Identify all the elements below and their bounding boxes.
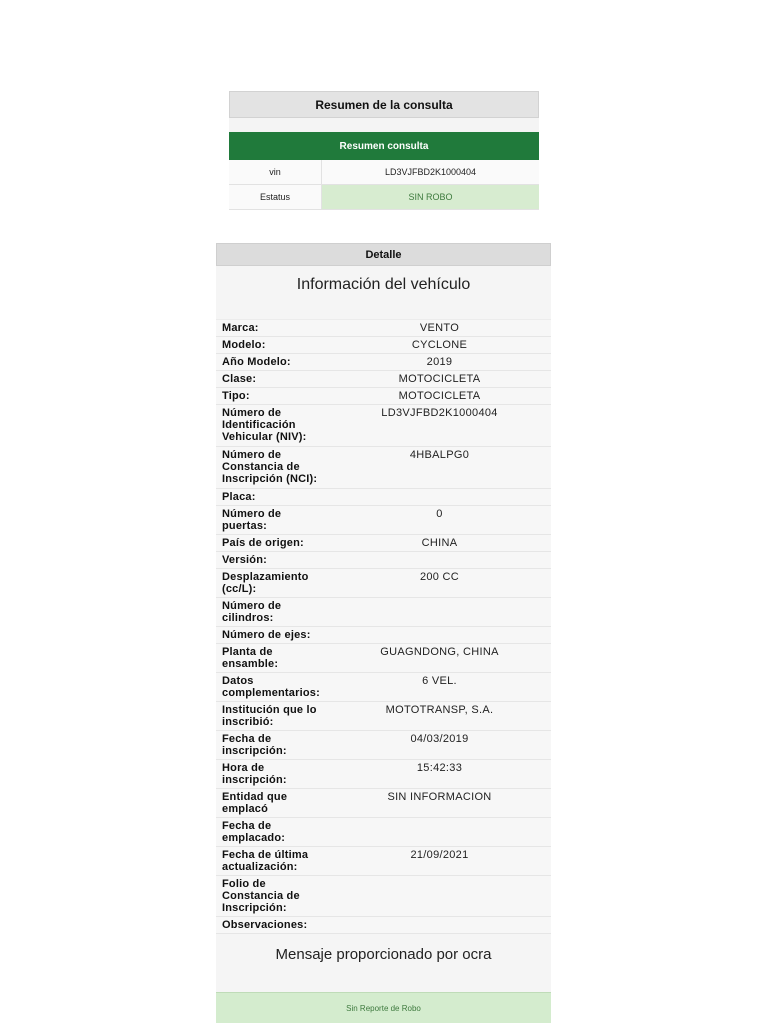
vehicle-field-label: Clase:	[222, 373, 257, 385]
vehicle-field-row	[216, 789, 551, 818]
vehicle-field-label: Placa:	[222, 491, 256, 503]
vehicle-field-label: Hora de inscripción:	[222, 762, 287, 786]
vehicle-field-row	[216, 569, 551, 598]
vehicle-field-row	[216, 627, 551, 644]
vehicle-field-row	[216, 847, 551, 876]
summary-label-status: Estatus	[229, 185, 322, 209]
vehicle-field-row	[216, 388, 551, 405]
detail-spacer	[216, 304, 551, 320]
detail-header: Detalle	[216, 243, 551, 266]
vehicle-field-value	[328, 627, 551, 643]
vehicle-field-value: MOTOCICLETA	[398, 373, 481, 385]
vehicle-field-value: VENTO	[419, 322, 460, 334]
summary-header: Resumen de la consulta	[229, 91, 539, 118]
detail-panel	[216, 243, 551, 1023]
vehicle-field-label: Desplazamiento (cc/L):	[222, 571, 309, 595]
vehicle-field-label: Número de puertas:	[222, 508, 282, 532]
vehicle-field-value	[328, 552, 551, 568]
vehicle-fields-list	[216, 320, 551, 934]
summary-row-status	[229, 185, 539, 210]
vehicle-field-row	[216, 371, 551, 388]
vehicle-field-row	[216, 760, 551, 789]
vehicle-field-value: 21/09/2021	[410, 849, 469, 861]
vehicle-field-row	[216, 917, 551, 934]
summary-label-vin: vin	[229, 160, 322, 184]
message-spacer	[216, 974, 551, 992]
summary-bar-title: Resumen consulta	[229, 132, 539, 160]
vehicle-field-row	[216, 447, 551, 489]
ocra-message: Mensaje proporcionado por ocra	[275, 945, 492, 963]
vehicle-field-row	[216, 506, 551, 535]
vehicle-field-row	[216, 818, 551, 847]
summary-panel	[229, 91, 539, 210]
vehicle-field-label: Planta de ensamble:	[222, 646, 279, 670]
vehicle-field-label: Modelo:	[222, 339, 266, 351]
vehicle-field-row	[216, 489, 551, 506]
vehicle-field-value: 200 CC	[419, 571, 460, 583]
vehicle-field-label: Fecha de última actualización:	[222, 849, 309, 873]
vehicle-field-label: Observaciones:	[222, 919, 308, 931]
vehicle-field-value: 4HBALPG0	[409, 449, 470, 461]
vehicle-field-label: Fecha de emplacado:	[222, 820, 286, 844]
vehicle-field-row	[216, 876, 551, 917]
vehicle-field-value: GUAGNDONG, CHINA	[380, 646, 499, 658]
vehicle-field-value: 2019	[426, 356, 453, 368]
vehicle-field-row	[216, 673, 551, 702]
vehicle-field-row	[216, 598, 551, 627]
vehicle-field-label: Número de Constancia de Inscripción (NCI):	[222, 449, 318, 485]
vehicle-field-value	[328, 818, 551, 846]
vehicle-field-row	[216, 405, 551, 447]
summary-row-vin	[229, 160, 539, 185]
vehicle-field-label: Número de cilindros:	[222, 600, 282, 624]
vehicle-field-label: Institución que lo inscribió:	[222, 704, 317, 728]
vehicle-field-label: Versión:	[222, 554, 268, 566]
vehicle-field-value: 15:42:33	[416, 762, 463, 774]
vehicle-field-label: Número de ejes:	[222, 629, 311, 641]
vehicle-field-value	[328, 598, 551, 626]
vehicle-field-label: Número de Identificación Vehicular (NIV):	[222, 407, 307, 443]
vehicle-field-label: Año Modelo:	[222, 356, 291, 368]
vehicle-field-value	[328, 917, 551, 933]
vehicle-field-label: Tipo:	[222, 390, 250, 402]
vehicle-field-value: SIN INFORMACION	[387, 791, 492, 803]
vehicle-field-row	[216, 644, 551, 673]
vehicle-field-label: Entidad que emplacó	[222, 791, 288, 815]
robbery-report-status: Sin Reporte de Robo	[216, 992, 551, 1023]
vehicle-field-value: MOTOCICLETA	[398, 390, 481, 402]
vehicle-field-row	[216, 320, 551, 337]
vehicle-field-row	[216, 552, 551, 569]
vehicle-field-value: 6 VEL.	[422, 675, 457, 687]
vehicle-field-row	[216, 337, 551, 354]
vehicle-field-label: Marca:	[222, 322, 259, 334]
vehicle-field-row	[216, 354, 551, 371]
vehicle-field-value	[328, 876, 551, 916]
vehicle-info-title: Información del vehículo	[296, 276, 471, 293]
vehicle-field-value: 0	[436, 508, 443, 520]
vehicle-field-value	[328, 489, 551, 505]
summary-spacer	[229, 118, 539, 132]
status-badge: SIN ROBO	[322, 185, 539, 209]
vehicle-field-label: Fecha de inscripción:	[222, 733, 287, 757]
summary-value-vin: LD3VJFBD2K1000404	[322, 160, 539, 184]
vehicle-field-value: MOTOTRANSP, S.A.	[385, 704, 494, 716]
vehicle-field-row	[216, 535, 551, 552]
vehicle-field-value: 04/03/2019	[410, 733, 469, 745]
vehicle-field-row	[216, 731, 551, 760]
vehicle-field-value: CHINA	[421, 537, 458, 549]
vehicle-field-label: Datos complementarios:	[222, 675, 320, 699]
vehicle-field-label: País de origen:	[222, 537, 304, 549]
vehicle-field-label: Folio de Constancia de Inscripción:	[222, 878, 300, 914]
vehicle-field-value: CYCLONE	[411, 339, 468, 351]
vehicle-field-value: LD3VJFBD2K1000404	[381, 407, 498, 419]
vehicle-field-row	[216, 702, 551, 731]
